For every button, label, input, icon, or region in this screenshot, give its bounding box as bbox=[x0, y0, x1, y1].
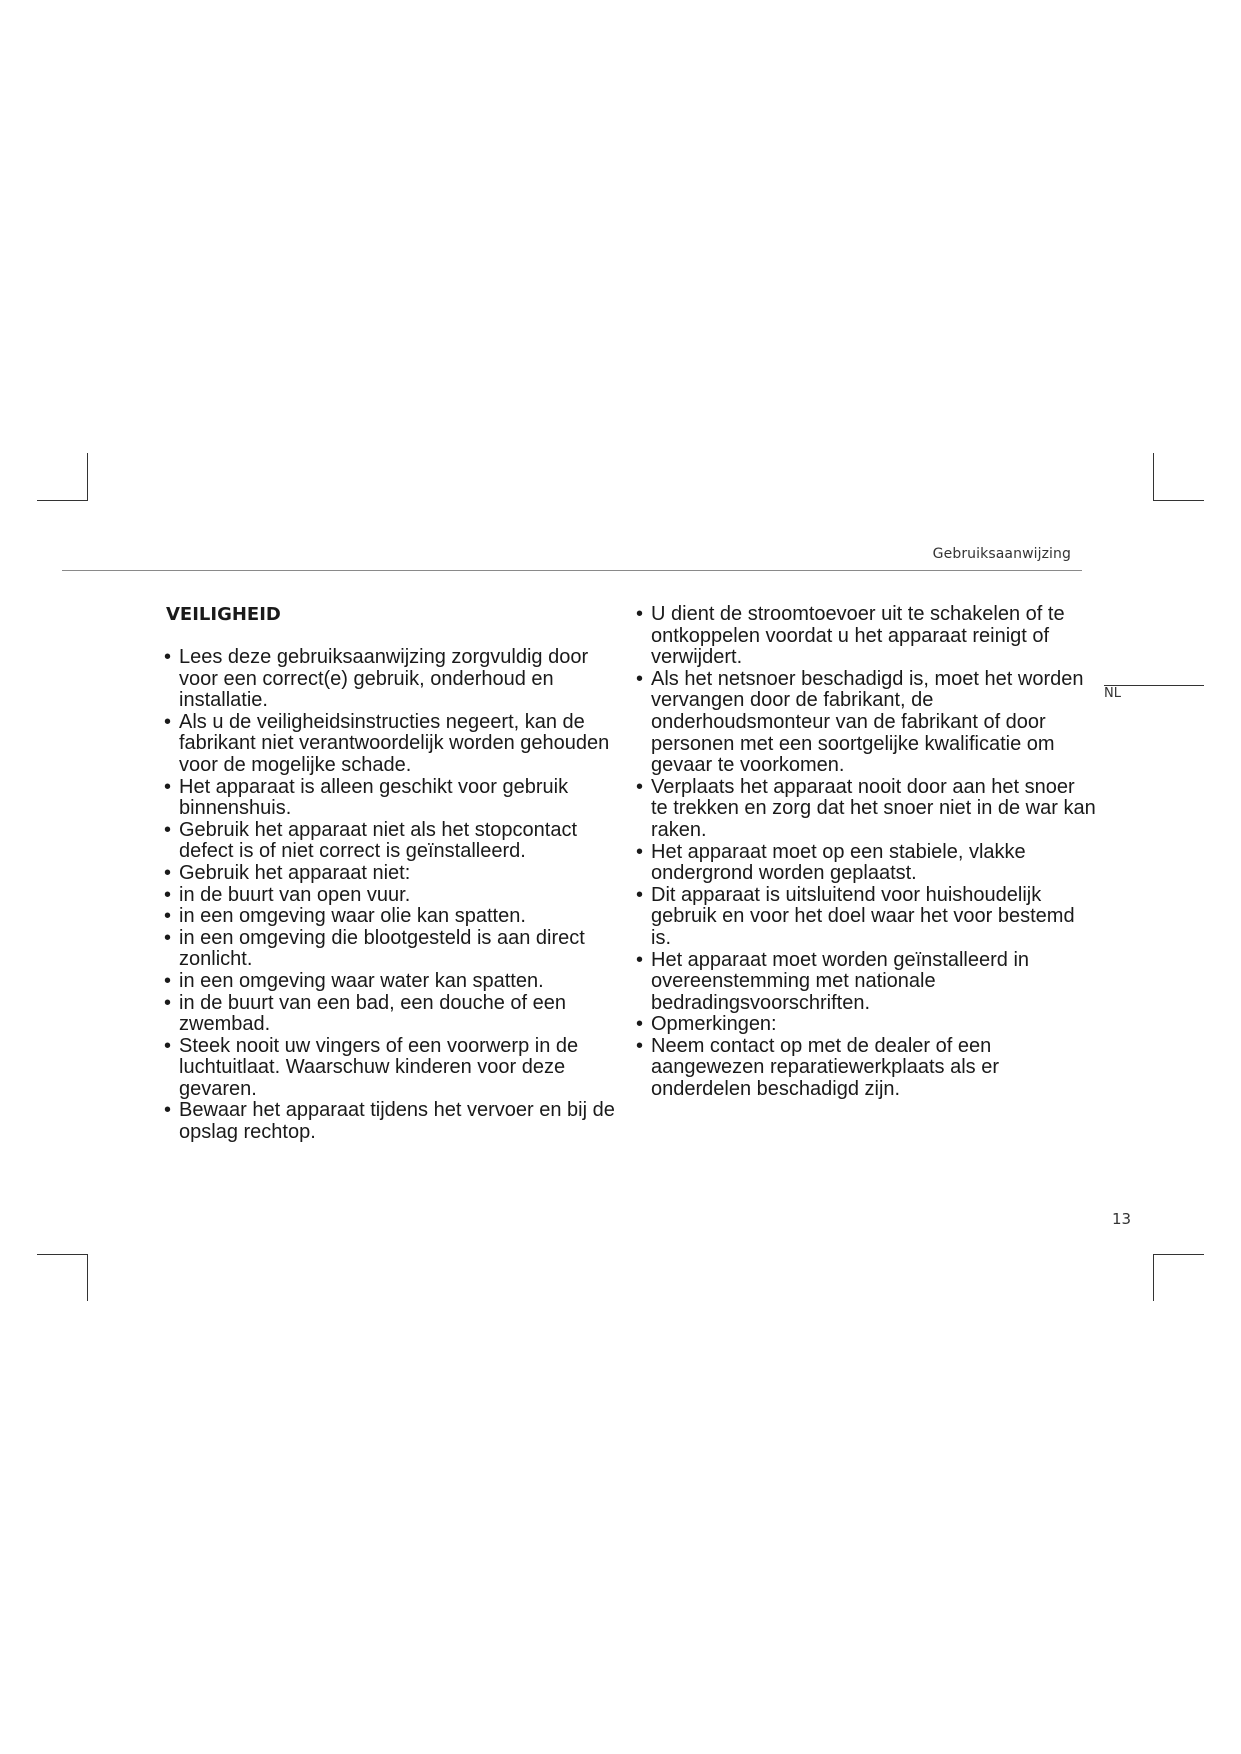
crop-mark-bottom-left-horizontal bbox=[37, 1254, 88, 1255]
list-item: • Neem contact op met de dealer of een aangewezen reparatiewerkplaats als er onderdelen beschadigd zijn. bbox=[636, 1036, 1096, 1101]
crop-mark-bottom-right-vertical bbox=[1153, 1254, 1154, 1301]
list-item: • Steek nooit uw vingers of een voorwerp in de luchtuitlaat. Waarschuw kinderen voor deze gevaren. bbox=[164, 1036, 624, 1101]
list-item: • in de buurt van open vuur. bbox=[164, 885, 624, 907]
list-item: • Gebruik het apparaat niet: bbox=[164, 863, 624, 885]
list-item: • Opmerkingen: bbox=[636, 1014, 1096, 1036]
page-number: 13 bbox=[1112, 1210, 1132, 1228]
crop-mark-bottom-right-horizontal bbox=[1153, 1254, 1204, 1255]
list-item: • Dit apparaat is uitsluitend voor huishoudelijk gebruik en voor het doel waar het voor bestemd is. bbox=[636, 885, 1096, 950]
crop-mark-top-left-horizontal bbox=[37, 500, 88, 501]
left-column-list bbox=[164, 647, 624, 1144]
list-item: • Bewaar het apparaat tijdens het vervoer en bij de opslag rechtop. bbox=[164, 1100, 624, 1143]
header-rule bbox=[62, 570, 1082, 571]
language-tag: NL bbox=[1104, 686, 1121, 701]
crop-mark-bottom-left-vertical bbox=[87, 1254, 88, 1301]
list-item: • in de buurt van een bad, een douche of een zwembad. bbox=[164, 993, 624, 1036]
list-item: • Als het netsnoer beschadigd is, moet het worden vervangen door de fabrikant, de onderhoudsmonteur van de fabrikant of door personen met een soortgelijke kwalificatie om gevaar te voorkomen. bbox=[636, 669, 1096, 777]
list-item: • U dient de stroomtoevoer uit te schakelen of te ontkoppelen voordat u het apparaat reinigt of verwijdert. bbox=[636, 604, 1096, 669]
crop-mark-top-right-vertical bbox=[1153, 453, 1154, 500]
list-item: • in een omgeving die blootgesteld is aan direct zonlicht. bbox=[164, 928, 624, 971]
list-item: • Het apparaat is alleen geschikt voor gebruik binnenshuis. bbox=[164, 777, 624, 820]
list-item: • Gebruik het apparaat niet als het stopcontact defect is of niet correct is geïnstalleerd. bbox=[164, 820, 624, 863]
section-title: VEILIGHEID bbox=[166, 604, 281, 625]
list-item: • Lees deze gebruiksaanwijzing zorgvuldig door voor een correct(e) gebruik, onderhoud en installatie. bbox=[164, 647, 624, 712]
crop-mark-top-left-vertical bbox=[87, 453, 88, 500]
list-item: • Verplaats het apparaat nooit door aan het snoer te trekken en zorg dat het snoer niet in de war kan raken. bbox=[636, 777, 1096, 842]
crop-mark-top-right-horizontal bbox=[1153, 500, 1204, 501]
list-item: • in een omgeving waar water kan spatten. bbox=[164, 971, 624, 993]
right-column-list bbox=[636, 604, 1096, 1101]
list-item: • Als u de veiligheidsinstructies negeert, kan de fabrikant niet verantwoordelijk worden gehouden voor de mogelijke schade. bbox=[164, 712, 624, 777]
list-item: • in een omgeving waar olie kan spatten. bbox=[164, 906, 624, 928]
running-header-title: Gebruiksaanwijzing bbox=[932, 546, 1071, 562]
list-item: • Het apparaat moet op een stabiele, vlakke ondergrond worden geplaatst. bbox=[636, 842, 1096, 885]
list-item: • Het apparaat moet worden geïnstalleerd in overeenstemming met nationale bedradingsvoorschriften. bbox=[636, 950, 1096, 1015]
